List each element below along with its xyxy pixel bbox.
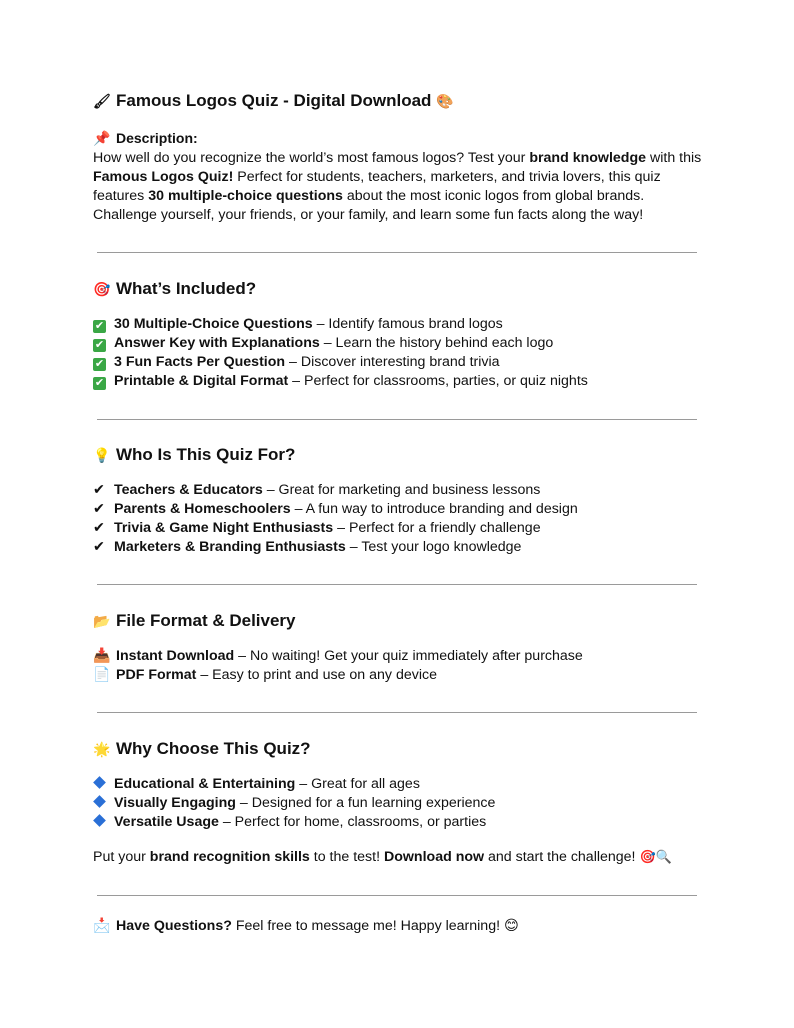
- pushpin-icon: 📌: [93, 131, 111, 147]
- list-item: ✔ Teachers & Educators – Great for marketing and business lessons: [93, 482, 541, 498]
- check-mark-icon: ✔: [93, 539, 105, 555]
- format-list: [93, 647, 583, 685]
- envelope-icon: 📩: [93, 918, 111, 934]
- check-box-icon: ✔: [94, 377, 105, 389]
- folder-icon: 📂: [93, 614, 111, 630]
- target-icon: 🎯: [93, 282, 111, 298]
- glowing-star-icon: 🌟: [93, 742, 111, 758]
- section-divider: [97, 584, 697, 585]
- included-list: [93, 315, 588, 391]
- check-mark-icon: ✔: [93, 520, 105, 536]
- page-title-text: Famous Logos Quiz - Digital Download: [116, 91, 432, 110]
- section-divider: [97, 419, 697, 420]
- list-item: ✔ Parents & Homeschoolers – A fun way to introduce branding and design: [93, 501, 578, 517]
- list-item: ✔ Printable & Digital Format – Perfect for classrooms, parties, or quiz nights: [94, 373, 588, 389]
- check-mark-icon: ✔: [93, 482, 105, 498]
- blue-diamond-icon: [93, 814, 106, 827]
- list-item: ✔ Marketers & Branding Enthusiasts – Test your logo knowledge: [93, 539, 522, 555]
- paintbrush-icon: 🖌: [93, 94, 111, 110]
- why-list: [93, 775, 495, 832]
- list-item: 📥 Instant Download – No waiting! Get your quiz immediately after purchase: [93, 648, 583, 664]
- section-heading-audience: 💡 Who Is This Quiz For?: [93, 445, 296, 464]
- list-item: Visually Engaging – Designed for a fun learning experience: [93, 794, 495, 813]
- check-box-icon: ✔: [94, 339, 105, 351]
- target-magnifier-icons: 🎯🔍: [639, 850, 672, 865]
- section-divider: [97, 252, 697, 253]
- blue-diamond-icon: [93, 776, 106, 789]
- list-item: ✔ 3 Fun Facts Per Question – Discover interesting brand trivia: [94, 354, 500, 370]
- list-item: ✔ Answer Key with Explanations – Learn the history behind each logo: [94, 335, 554, 351]
- list-item: Versatile Usage – Perfect for home, classrooms, or parties: [93, 813, 495, 832]
- section-heading-format: 📂 File Format & Delivery: [93, 611, 296, 630]
- page-title: [93, 91, 459, 111]
- description-paragraph: How well do you recognize the world’s most famous logos? Test your brand knowledge with this Famous Logos Quiz! Perfect for students, teachers, marketers, and trivia lovers, this quiz features 30 multiple-choice questions about the most iconic logos from global brands. Challenge yourself, your friends, or your family, and learn some fun facts along the way!: [93, 150, 702, 223]
- audience-list: [93, 481, 578, 557]
- check-box-icon: ✔: [94, 320, 105, 332]
- lightbulb-icon: 💡: [93, 448, 111, 464]
- blue-diamond-icon: [93, 795, 106, 808]
- section-heading-why: 🌟 Why Choose This Quiz?: [93, 739, 311, 758]
- inbox-tray-icon: 📥: [93, 648, 111, 664]
- description-heading-text: Description:: [116, 130, 198, 146]
- section-heading-included: 🎯 What’s Included?: [93, 279, 257, 298]
- call-to-action: Put your brand recognition skills to the test! Download now and start the challenge! 🎯🔍: [93, 849, 672, 865]
- check-mark-icon: ✔: [93, 501, 105, 517]
- check-box-icon: ✔: [94, 358, 105, 370]
- document-icon: 📄: [93, 667, 111, 683]
- description-heading: [93, 130, 198, 147]
- list-item: ✔ 30 Multiple-Choice Questions – Identify famous brand logos: [94, 316, 503, 332]
- list-item: Educational & Entertaining – Great for all ages: [93, 775, 495, 794]
- section-divider: [97, 895, 697, 896]
- contact-line: 📩 Have Questions? Feel free to message me! Happy learning! 😊: [93, 918, 519, 934]
- section-divider: [97, 712, 697, 713]
- palette-icon: 🎨: [436, 94, 454, 110]
- list-item: ✔ Trivia & Game Night Enthusiasts – Perfect for a friendly challenge: [93, 520, 541, 536]
- list-item: 📄 PDF Format – Easy to print and use on any device: [93, 667, 437, 683]
- smiling-face-icon: 😊: [503, 918, 519, 934]
